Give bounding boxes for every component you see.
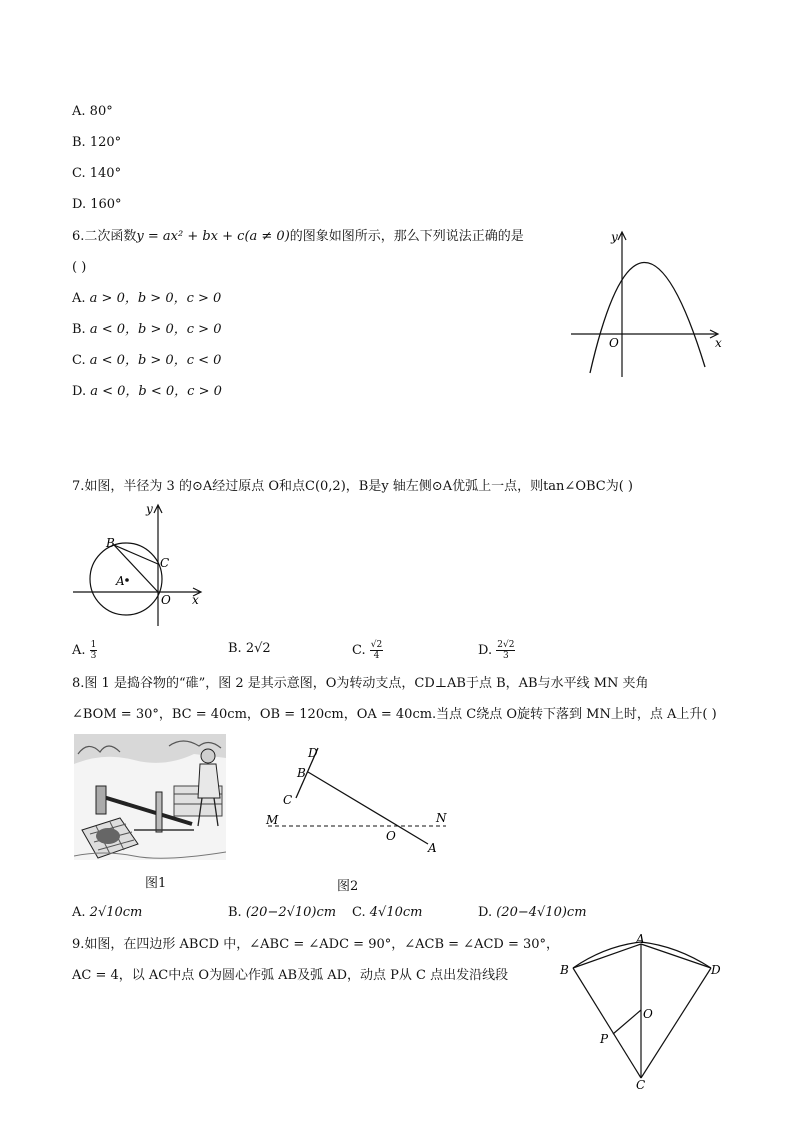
q7-a-label: A — [116, 574, 125, 588]
q9-segment-ab — [573, 944, 641, 968]
q9-segment-op — [613, 1010, 641, 1034]
q7-origin-label: O — [161, 593, 171, 607]
q7-y-label: y — [146, 502, 153, 516]
q6-option-c: C. a < 0，b > 0，c < 0 — [72, 353, 222, 368]
q8-m-label: M — [266, 813, 279, 827]
q9-c-label: C — [636, 1078, 646, 1092]
q6-paren: ( ) — [72, 260, 87, 275]
q8-fig2-schematic — [262, 742, 452, 857]
q6-x-label: x — [715, 336, 722, 350]
q8-fig2-caption: 图2 — [337, 879, 359, 894]
q9-d-label: D — [711, 963, 721, 977]
q7-center-dot — [125, 578, 129, 582]
q7-option-d: D. $\frac{2√2}{3}$ — [478, 640, 515, 661]
q7-c-label: C — [160, 556, 170, 570]
q9-segment-dc — [641, 968, 711, 1078]
q6-parabola-figure — [565, 225, 730, 385]
q6-origin-label: O — [609, 336, 619, 350]
q6-parabola-curve — [590, 262, 705, 373]
q7-stem: 7.如图，半径为 3 的⊙A经过原点 O和点C(0,2)，B是y 轴左侧⊙A优弧上一点，则tan∠OBC为( ) — [72, 479, 633, 494]
q9-b-label: B — [560, 963, 569, 977]
q7-option-c-fraction: $\frac{√2}{4}$ — [370, 640, 383, 661]
q6-option-d: D. a < 0，b < 0，c > 0 — [72, 384, 222, 399]
q9-stem-line1: 9.如图，在四边形 ABCD 中，∠ABC = ∠ADC = 90°，∠ACB = ∠ACD = 30°， — [72, 937, 560, 952]
q8-n-label: N — [436, 811, 447, 825]
q8-c-label: C — [283, 793, 293, 807]
q8-d-label: D — [308, 746, 318, 760]
q8-option-a: A. 2√10cm — [72, 905, 143, 920]
q7-circle-figure — [70, 500, 210, 630]
q9-segment-bc — [573, 968, 641, 1078]
q8-fig1-illustration — [74, 734, 226, 860]
q7-option-a-fraction: $\frac{1}{3}$ — [90, 640, 97, 661]
q8-option-c: C. 4√10cm — [352, 905, 423, 920]
q7-b-label: B — [106, 536, 115, 550]
q6-option-a: A. a > 0，b > 0，c > 0 — [72, 291, 222, 306]
q9-stem-line2: AC = 4，以 AC中点 O为圆心作弧 AB及弧 AD，动点 P从 C 点出发沿线段 — [72, 968, 509, 983]
q7-option-a: A. $\frac{1}{3}$ — [72, 640, 97, 661]
q9-a-label: A — [636, 932, 645, 946]
q8-stem-line1: 8.图 1 是捣谷物的“碓”，图 2 是其示意图，O为转动支点，CD⊥AB于点 B，AB与水平线 MN 夹角 — [72, 676, 649, 691]
q8-option-b: B. (20−2√10)cm — [228, 905, 337, 920]
q5-option-b: B. 120° — [72, 135, 122, 150]
q5-option-d: D. 160° — [72, 197, 122, 212]
q7-option-d-fraction: $\frac{2√2}{3}$ — [497, 640, 515, 661]
q8-a-label: A — [428, 841, 437, 855]
q8-stem-line2: ∠BOM = 30°，BC = 40cm，OB = 120cm，OA = 40cm.当点 C绕点 O旋转下落到 MN上时，点 A上升( ) — [72, 707, 717, 722]
q6-y-label: y — [611, 230, 618, 244]
q8-option-d: D. (20−4√10)cm — [478, 905, 587, 920]
q8-b-label: B — [297, 766, 306, 780]
q6-stem: 6.二次函数y = ax² + bx + c(a ≠ 0)的图象如图所示，那么下列说法正确的是 — [72, 229, 524, 244]
q8-fig1-caption: 图1 — [145, 876, 167, 891]
q9-o-label: O — [643, 1007, 653, 1021]
q6-option-b: B. a < 0，b > 0，c > 0 — [72, 322, 222, 337]
q7-segment-bc — [114, 545, 158, 564]
q7-option-b: B. 2√2 — [228, 641, 271, 656]
q5-option-c: C. 140° — [72, 166, 122, 181]
q9-p-label: P — [600, 1032, 609, 1046]
q7-x-label: x — [192, 593, 199, 607]
q9-segment-ad — [641, 944, 711, 968]
q8-segment-ba — [308, 772, 428, 844]
q5-option-a: A. 80° — [72, 104, 113, 119]
q7-option-c: C. $\frac{√2}{4}$ — [352, 640, 383, 661]
q8-o-label: O — [386, 829, 396, 843]
q9-quadrilateral-figure — [555, 932, 730, 1092]
